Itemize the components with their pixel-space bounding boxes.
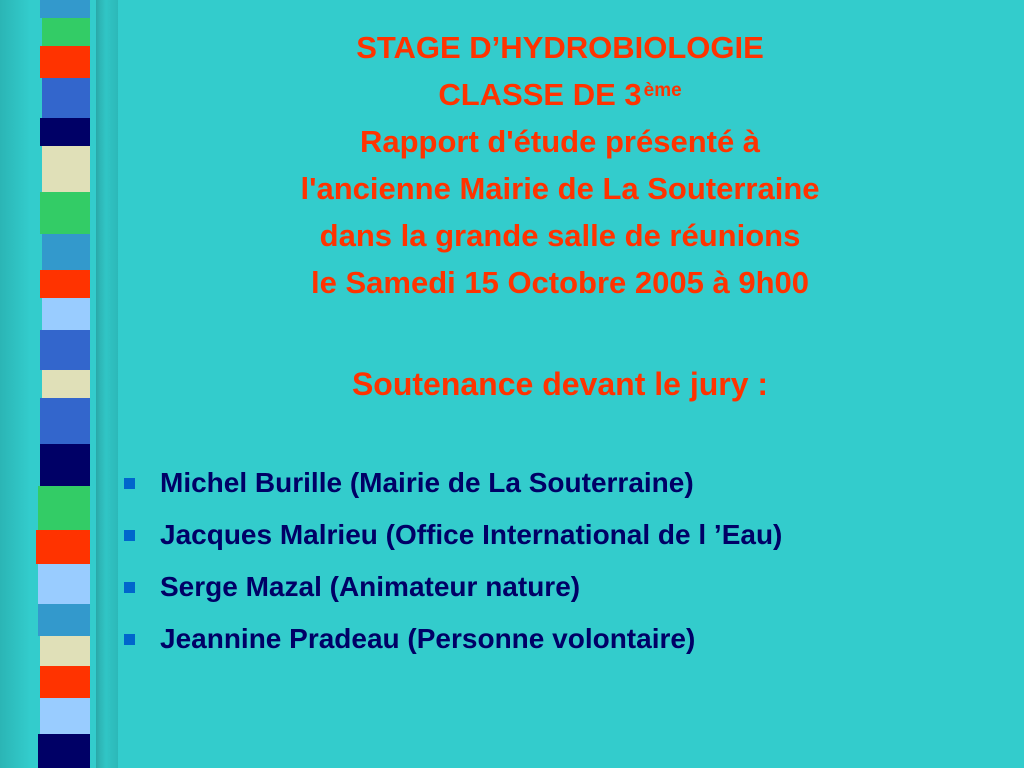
title-class-text: CLASSE DE 3 [438,77,642,112]
square-bullet-icon [124,634,135,645]
list-item [122,562,1012,614]
slide-title [130,24,990,306]
decorative-stripe-segment [40,0,90,18]
decorative-stripe-segment [42,298,90,330]
jury-heading: Soutenance devant le jury : [351,366,769,402]
decorative-stripe-segment [38,734,90,768]
list-item [122,510,1012,562]
decorative-stripe-segment [38,486,90,530]
title-line-3: Rapport d'étude présenté à [359,124,761,159]
title-superscript: ème [643,80,682,101]
decorative-stripe-segment [38,604,90,636]
list-item [122,614,1012,666]
decorative-stripe-segment [40,666,90,698]
jury-member-name: Jeannine Pradeau (Personne volontaire) [160,623,696,654]
square-bullet-icon [124,530,135,541]
decorative-stripe-segment [42,78,90,118]
decorative-stripe-segment [40,270,90,298]
square-bullet-icon [124,478,135,489]
decorative-stripe-segment [42,370,90,398]
title-line-4: l'ancienne Mairie de La Souterraine [300,171,820,206]
decorative-stripe-segment [38,564,90,604]
decorative-stripe-segment [40,636,90,666]
jury-member-name: Michel Burille (Mairie de La Souterraine) [160,467,694,498]
jury-list [122,458,1012,666]
decorative-stripe-segment [40,398,90,444]
decorative-stripe-segment [40,444,90,486]
decorative-stripe-segment [42,146,90,192]
decorative-stripe-segment [40,330,90,370]
square-bullet-icon [124,582,135,593]
decorative-stripe-segment [40,698,90,734]
decorative-stripe-segment [40,46,90,78]
decorative-stripe-segment [36,530,90,564]
title-line-5: dans la grande salle de réunions [319,218,801,253]
decorative-stripe-segment [40,118,90,146]
decorative-stripe-segment [40,192,90,234]
decorative-stripe-segment [42,18,90,46]
title-line-1: STAGE D’HYDROBIOLOGIE [356,30,764,65]
title-line-2 [130,71,990,118]
title-line-6: le Samedi 15 Octobre 2005 à 9h00 [311,265,809,300]
stripe-shadow [96,0,106,768]
jury-member-name: Serge Mazal (Animateur nature) [160,571,581,602]
list-item [122,458,1012,510]
decorative-stripe-segment [42,234,90,270]
jury-member-name: Jacques Malrieu (Office International de l ’Eau) [160,519,783,550]
